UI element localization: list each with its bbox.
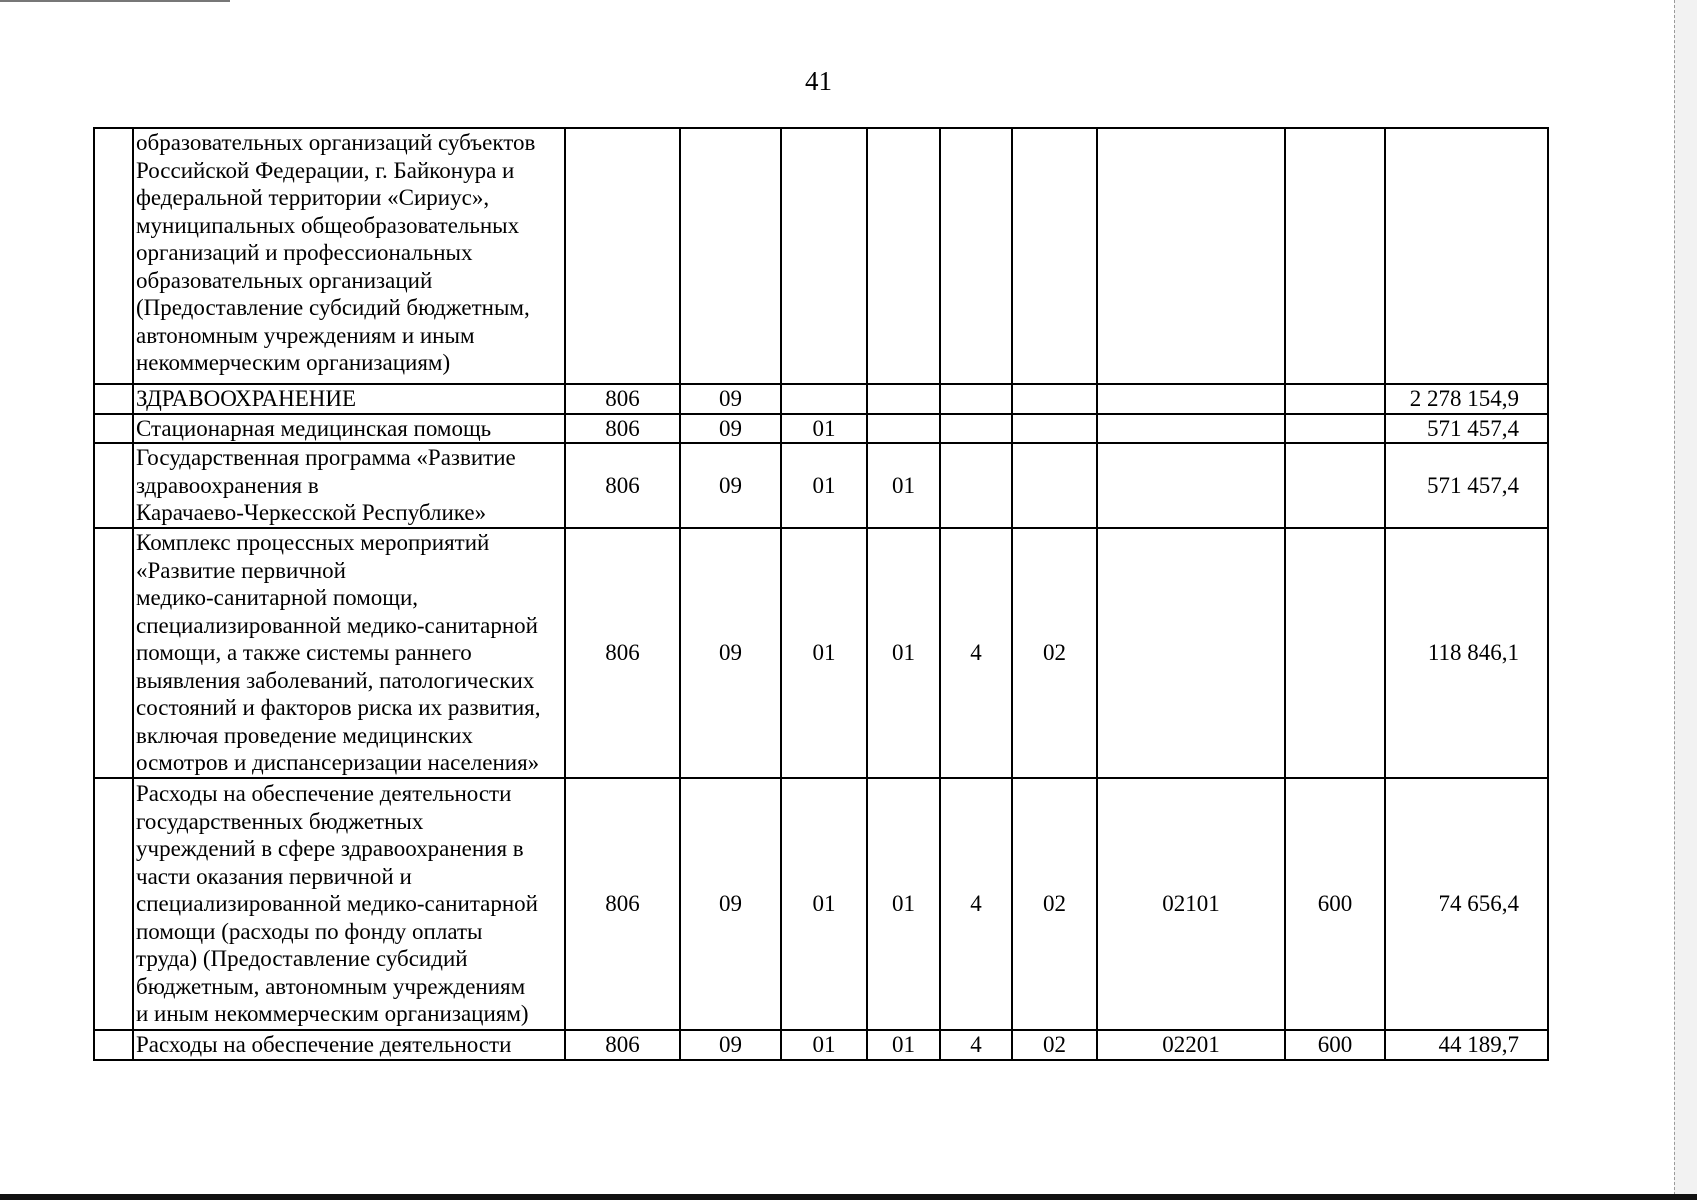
code-expense-type: 600 <box>1285 1030 1385 1060</box>
code-program-type <box>940 128 1012 384</box>
amount: 44 189,7 <box>1385 1030 1548 1060</box>
code-expense-type <box>1285 384 1385 414</box>
code-subprogram <box>1012 384 1097 414</box>
index-cell <box>94 778 133 1030</box>
code-section: 09 <box>680 414 781 444</box>
budget-table <box>93 127 1549 1061</box>
code-section: 09 <box>680 528 781 778</box>
code-direction <box>1097 443 1285 528</box>
index-cell <box>94 414 133 444</box>
code-program-type <box>940 443 1012 528</box>
code-expense-type: 600 <box>1285 778 1385 1030</box>
code-subsection: 01 <box>781 414 867 444</box>
code-subsection <box>781 128 867 384</box>
code-ministry: 806 <box>565 778 680 1030</box>
code-section <box>680 128 781 384</box>
code-subprogram: 02 <box>1012 528 1097 778</box>
index-cell <box>94 443 133 528</box>
row-name: Стационарная медицинская помощь <box>133 414 565 444</box>
code-program: 01 <box>867 778 940 1030</box>
code-program-type <box>940 384 1012 414</box>
code-section: 09 <box>680 384 781 414</box>
row-name: образовательных организаций субъектов Российской Федерации, г. Байконура и федеральной территории «Сириус», муниципальных общеобразовательных организаций и профессиональных образовательных организаций (Предоставление субсидий бюджетным, автономным учреждениям и иным некоммерческим организациям) <box>133 128 565 384</box>
code-direction <box>1097 414 1285 444</box>
amount <box>1385 128 1548 384</box>
code-program: 01 <box>867 1030 940 1060</box>
table-row <box>94 414 1548 444</box>
table-row <box>94 128 1548 384</box>
code-subsection: 01 <box>781 1030 867 1060</box>
scan-artifact-bottom-edge <box>0 1194 1697 1200</box>
code-expense-type <box>1285 443 1385 528</box>
code-subprogram: 02 <box>1012 1030 1097 1060</box>
code-ministry: 806 <box>565 1030 680 1060</box>
code-direction <box>1097 528 1285 778</box>
table-row <box>94 443 1548 528</box>
code-expense-type <box>1285 128 1385 384</box>
amount: 2 278 154,9 <box>1385 384 1548 414</box>
amount: 571 457,4 <box>1385 414 1548 444</box>
code-ministry: 806 <box>565 384 680 414</box>
row-name: Комплекс процессных мероприятий «Развитие первичной медико-санитарной помощи, специализированной медико-санитарной помощи, а также системы раннего выявления заболеваний, патологических состояний и факторов риска их развития, включая проведение медицинских осмотров и диспансеризации населения» <box>133 528 565 778</box>
index-cell <box>94 528 133 778</box>
code-subprogram <box>1012 414 1097 444</box>
page-number: 41 <box>805 66 832 96</box>
code-subprogram: 02 <box>1012 778 1097 1030</box>
amount: 571 457,4 <box>1385 443 1548 528</box>
code-section: 09 <box>680 1030 781 1060</box>
code-program <box>867 128 940 384</box>
code-direction: 02101 <box>1097 778 1285 1030</box>
code-subprogram <box>1012 128 1097 384</box>
code-subsection: 01 <box>781 443 867 528</box>
scan-artifact-top-line <box>0 0 230 2</box>
table-row <box>94 528 1548 778</box>
code-program <box>867 414 940 444</box>
amount: 118 846,1 <box>1385 528 1548 778</box>
code-program-type: 4 <box>940 528 1012 778</box>
code-direction <box>1097 384 1285 414</box>
code-program-type: 4 <box>940 778 1012 1030</box>
index-cell <box>94 128 133 384</box>
row-name: Расходы на обеспечение деятельности государственных бюджетных учреждений в сфере здравоохранения в части оказания первичной и специализированной медико-санитарной помощи (расходы по фонду оплаты труда) (Предоставление субсидий бюджетным, автономным учреждениям и иным некоммерческим организациям) <box>133 778 565 1030</box>
scan-artifact-right-edge <box>1674 0 1697 1200</box>
row-name: Расходы на обеспечение деятельности <box>133 1030 565 1060</box>
code-program: 01 <box>867 528 940 778</box>
row-name: Государственная программа «Развитие здравоохранения в Карачаево-Черкесской Республике» <box>133 443 565 528</box>
code-subsection: 01 <box>781 528 867 778</box>
code-program: 01 <box>867 443 940 528</box>
code-direction <box>1097 128 1285 384</box>
index-cell <box>94 1030 133 1060</box>
code-expense-type <box>1285 528 1385 778</box>
code-ministry: 806 <box>565 414 680 444</box>
code-subsection: 01 <box>781 778 867 1030</box>
table-row <box>94 384 1548 414</box>
code-subsection <box>781 384 867 414</box>
code-program <box>867 384 940 414</box>
code-ministry <box>565 128 680 384</box>
code-program-type: 4 <box>940 1030 1012 1060</box>
table-row <box>94 1030 1548 1060</box>
code-program-type <box>940 414 1012 444</box>
code-section: 09 <box>680 443 781 528</box>
amount: 74 656,4 <box>1385 778 1548 1030</box>
code-expense-type <box>1285 414 1385 444</box>
code-section: 09 <box>680 778 781 1030</box>
table-row <box>94 778 1548 1030</box>
index-cell <box>94 384 133 414</box>
code-subprogram <box>1012 443 1097 528</box>
code-ministry: 806 <box>565 528 680 778</box>
code-direction: 02201 <box>1097 1030 1285 1060</box>
row-name: ЗДРАВООХРАНЕНИЕ <box>133 384 565 414</box>
code-ministry: 806 <box>565 443 680 528</box>
